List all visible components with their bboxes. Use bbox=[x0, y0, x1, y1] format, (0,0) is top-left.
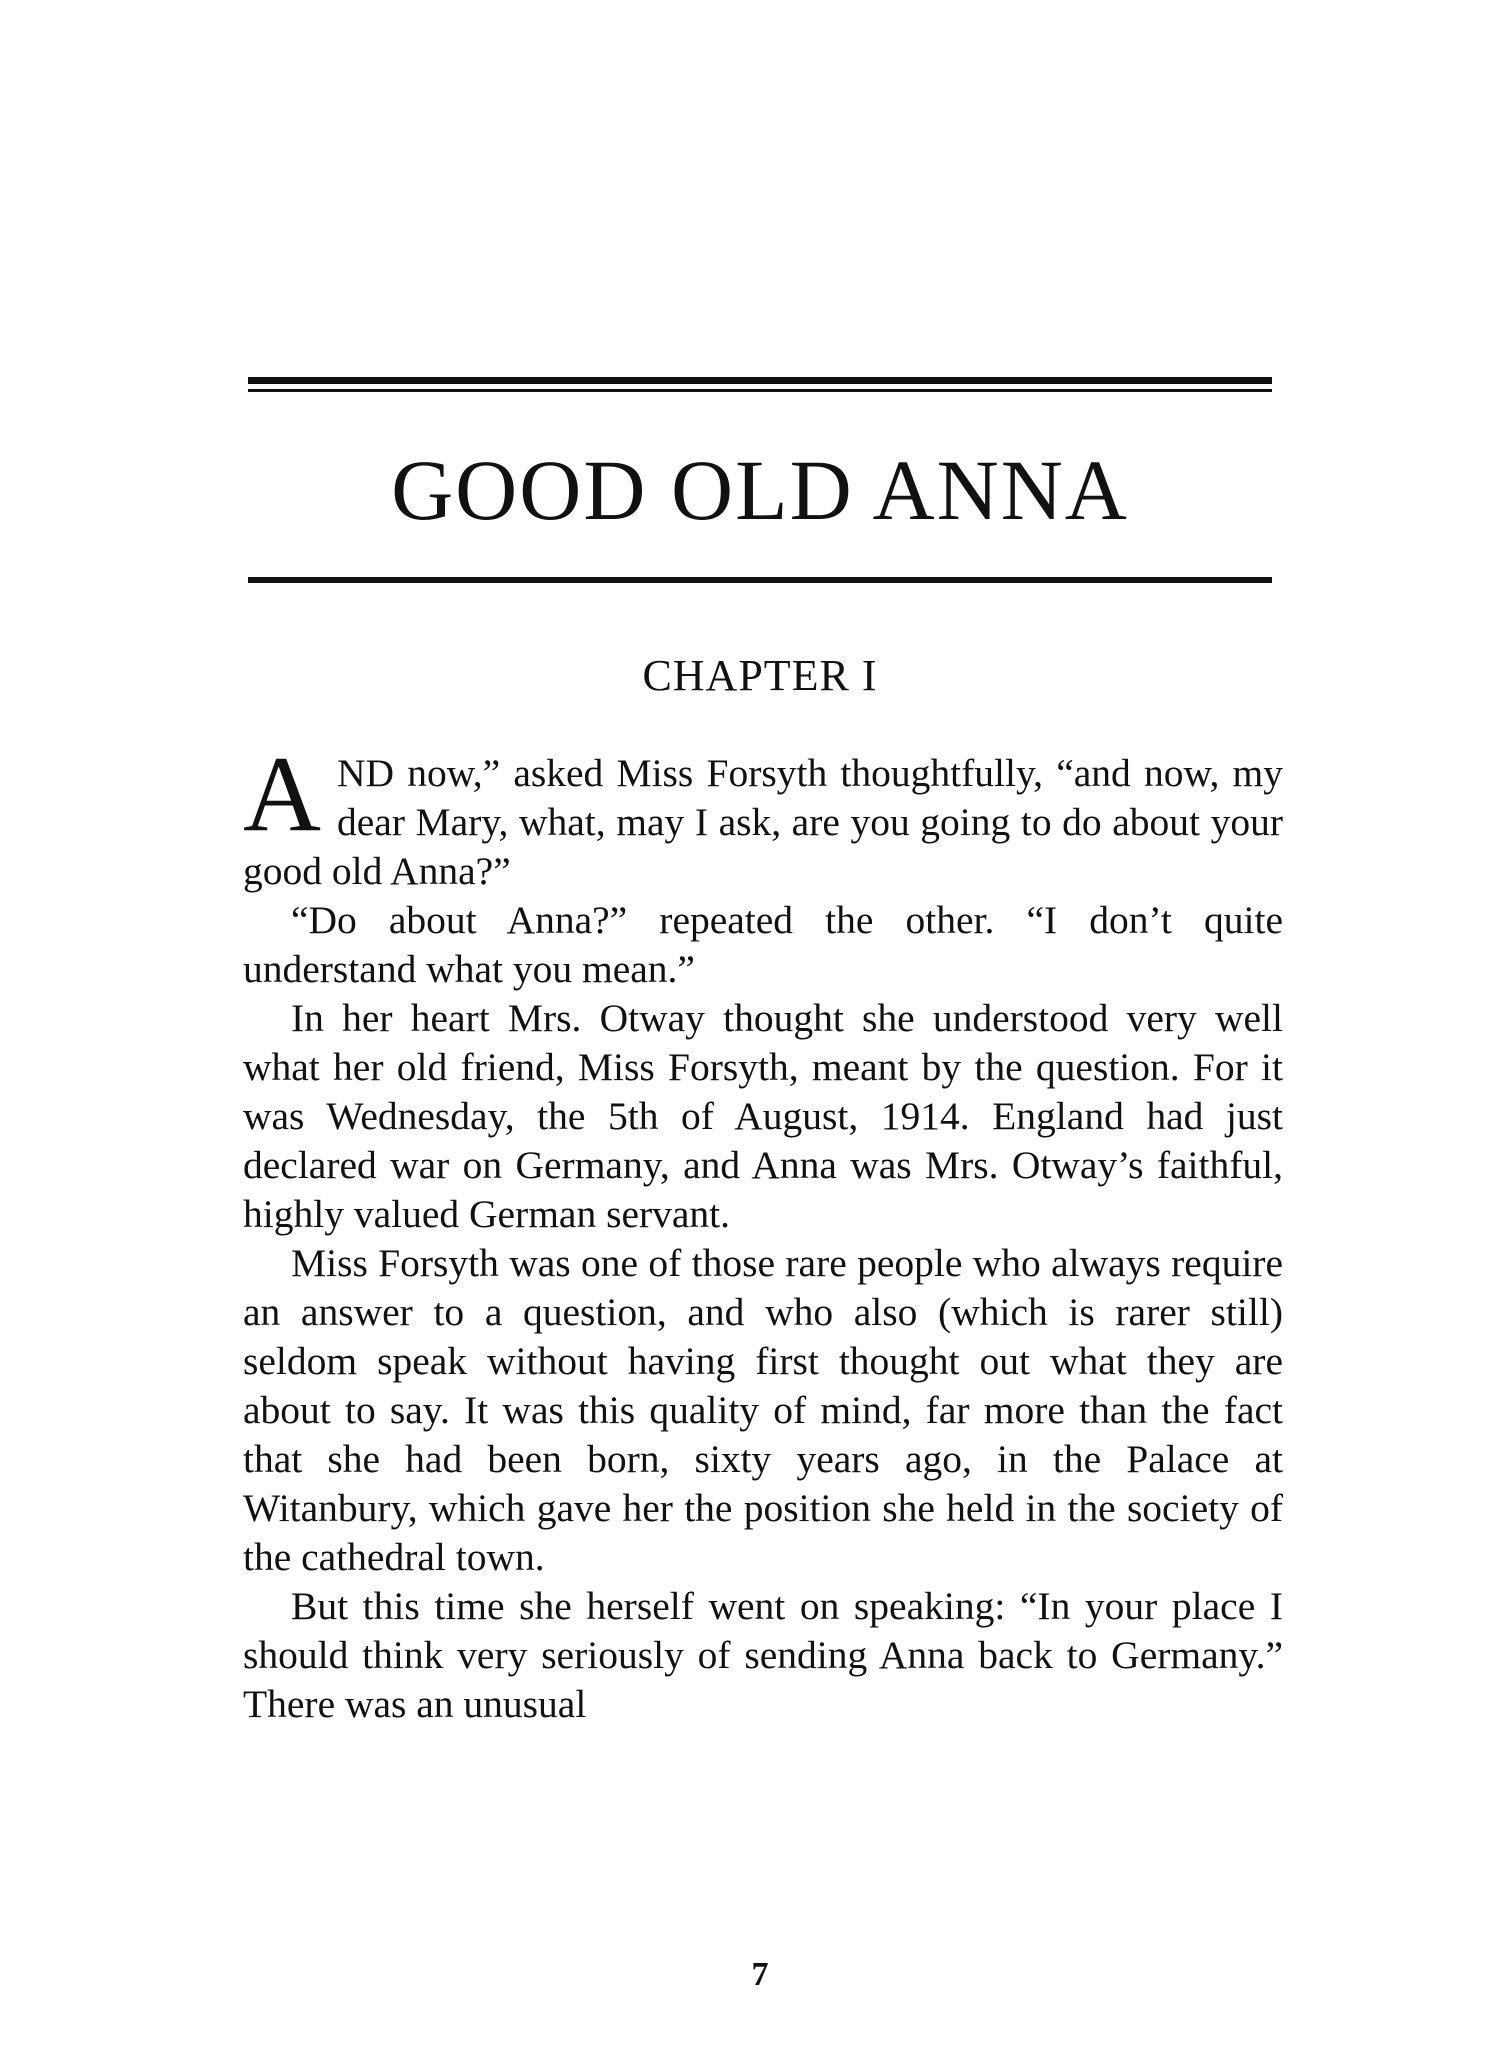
title-rule-top-thin bbox=[248, 389, 1272, 392]
chapter-heading: CHAPTER I bbox=[642, 651, 878, 700]
drop-cap: A bbox=[243, 735, 321, 854]
paragraph-4: Miss Forsyth was one of those rare people who always require an answer to a question, and who also (which is rarer still) seldom speak without having first thought out what they are about to say. It was this quality of mind, far more than the fact that she had been born, sixty years ago, in the Palace at Witanbury, which gave her the position she held in the society of the cathedral town. bbox=[243, 1241, 1283, 1579]
page-number: 7 bbox=[751, 1956, 769, 1993]
title-rule-top bbox=[248, 377, 1272, 393]
paragraph-1 bbox=[243, 735, 1283, 896]
chapter-body bbox=[243, 735, 1283, 1729]
paragraph-3: In her heart Mrs. Otway thought she understood very well what her old friend, Miss Forsyth, meant by the question. For it was Wednesday, the 5th of August, 1914. England had just declared war on Germany, and Anna was Mrs. Otway’s faithful, highly valued German servant. bbox=[243, 996, 1283, 1236]
title-rule-top-thick bbox=[248, 377, 1272, 384]
paragraph-5: But this time she herself went on speaking: “In your place I should think very seriously of sending Anna back to Germany.” There was an unusual bbox=[243, 1584, 1283, 1726]
book-title: GOOD OLD ANNA bbox=[391, 442, 1129, 538]
title-rule-bottom bbox=[248, 577, 1272, 583]
paragraph-2: “Do about Anna?” repeated the other. “I don’t quite understand what you mean.” bbox=[243, 898, 1283, 991]
paragraph-1-text: ND now,” asked Miss Forsyth thoughtfully, “and now, my dear Mary, what, may I ask, are you going to do about your good old Anna?” bbox=[243, 751, 1283, 893]
